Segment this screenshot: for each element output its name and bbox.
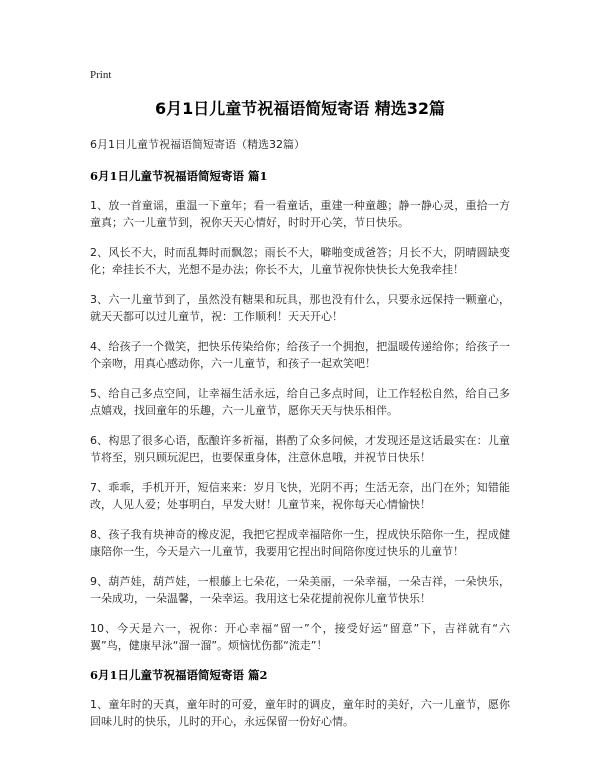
section-heading: 6月1日儿童节祝福语简短寄语 篇2 <box>90 668 268 682</box>
paragraph-5: 5、给自己多点空间，让幸福生活永远，给自己多点时间，让工作轻松自然，给自己多点嬉戏，找回童年的乐趣，六一儿童节，愿你天天与快乐相伴。 <box>90 387 510 417</box>
paragraph-8: 8、孩子我有块神奇的橡皮泥，我把它捏成幸福陪你一生，捏成快乐陪你一生，捏成健康陪你一生，今天是六一儿童节，我要用它捏出时间陪你度过快乐的儿童节！ <box>90 528 510 558</box>
print-label[interactable]: Print <box>90 69 112 81</box>
section-2 <box>90 667 510 730</box>
paragraph-1: 1、放一首童谣，重温一下童年；看一看童话，重建一种童趣；静一静心灵，重拾一方童真；六一儿童节到，祝你天天心情好，时时开心笑，节日快乐。 <box>90 199 510 229</box>
paragraph-10: 10、今天是六一，祝你：开心幸福“留一”个，接受好运“留意”下，吉祥就有“六翼”鸟，健康早泳“溜一溜”。烦恼忧伤都“流走”！ <box>90 622 510 652</box>
paragraph-3: 3、六一儿童节到了，虽然没有糖果和玩具，那也没有什么，只要永远保持一颗童心，就天天都可以过儿童节，祝：工作顺利！天天开心！ <box>90 293 510 323</box>
document-subtitle: 6月1日儿童节祝福语简短寄语（精选32篇） <box>90 138 305 151</box>
paragraph-7: 7、乖乖，手机开开，短信来来：岁月飞快，光阴不再；生活无奈，出门在外；知错能改，人见人爱；处事明白，早发大财！儿童节来，祝你每天心情愉快！ <box>90 481 510 511</box>
section-heading: 6月1日儿童节祝福语简短寄语 篇1 <box>90 169 268 183</box>
paragraph-6: 6、构思了很多心语，酝酿许多祈福，斟酌了众多问候，才发现还是这话最实在：儿童节将至，别只顾玩泥巴，也要保重身体，注意休息哦，并祝节日快乐！ <box>90 434 510 464</box>
paragraph-1: 1、童年时的天真，童年时的可爱，童年时的调皮，童年时的美好，六一儿童节，愿你回味儿时的快乐，儿时的开心，永远保留一份好心情。 <box>90 698 510 728</box>
paragraph-4: 4、给孩子一个微笑，把快乐传染给你；给孩子一个拥抱，把温暖传递给你；给孩子一个亲吻，用真心感动你，六一儿童节，和孩子一起欢笑吧！ <box>90 340 510 370</box>
section-1 <box>90 168 510 654</box>
paragraph-9: 9、葫芦娃，葫芦娃，一根藤上七朵花，一朵美丽，一朵幸福，一朵吉祥，一朵快乐，一朵成功，一朵温馨，一朵幸运。我用这七朵花提前祝你儿童节快乐！ <box>90 575 510 605</box>
document-title: 6月1日儿童节祝福语简短寄语 精选32篇 <box>154 99 446 118</box>
paragraph-2: 2、风长不大，时而乱舞时而飘忽；雨长不大，噼啪变成爸答；月长不大，阴晴圆缺变化；牵挂长不大，光想不是办法；你长不大，儿童节祝你快快长大免我牵挂！ <box>90 246 510 276</box>
